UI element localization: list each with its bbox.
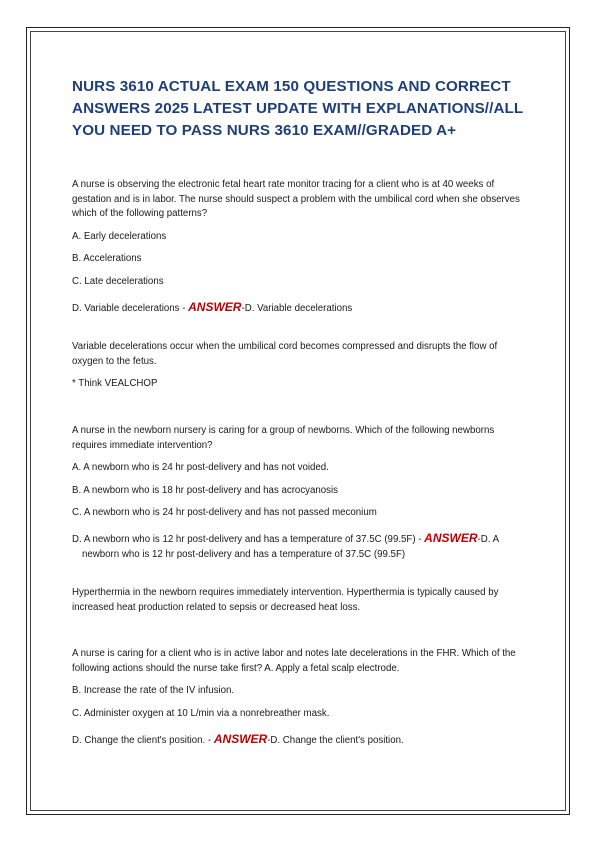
question-2 <box>72 424 528 615</box>
option-d-text: D. Change the client's position. - <box>72 734 214 746</box>
question-stem: A nurse is caring for a client who is in active labor and notes late decelerations in the FHR. Which of the following actions should the nurse take first? A. Apply a fetal scalp electrode. <box>72 648 516 674</box>
option-d-text: D. Variable decelerations - <box>72 302 189 314</box>
option-d <box>72 732 528 749</box>
option-d <box>72 531 528 562</box>
option-d-text: D. A newborn who is 12 hr post-delivery and has a temperature of 37.5C (99.5F) - <box>72 533 425 545</box>
answer-text: -D. Change the client's position. <box>267 734 404 746</box>
option-a: A. Early decelerations <box>72 230 167 242</box>
answer-label: ANSWER <box>424 530 478 545</box>
question-1 <box>72 178 528 392</box>
answer-text: -D. A newborn who is 12 hr post-delivery and has a temperature of 37.5C (99.5F) <box>82 533 499 560</box>
spacer <box>72 623 528 647</box>
document-body <box>72 76 528 772</box>
option-c: C. A newborn who is 24 hr post-delivery and has not passed meconium <box>72 507 377 519</box>
question-stem: A nurse in the newborn nursery is caring for a group of newborns. Which of the following newborns requires immediate intervention? <box>72 424 495 451</box>
option-c: C. Late decelerations <box>72 275 164 287</box>
question-stem: A nurse is observing the electronic fetal heart rate monitor tracing for a client who is at 40 weeks of gestation and is in labor. The nurse should suspect a problem with the umbilical cord when she observes which of the following patterns? <box>72 179 520 220</box>
option-b: B. A newborn who is 18 hr post-delivery and has acrocyanosis <box>72 484 339 496</box>
explanation-note: * Think VEALCHOP <box>72 378 158 390</box>
option-b: B. Increase the rate of the IV infusion. <box>72 685 235 697</box>
spacer <box>72 400 528 424</box>
option-b: B. Accelerations <box>72 253 142 265</box>
explanation: Variable decelerations occur when the umbilical cord becomes compressed and disrupts the flow of oxygen to the fetus. <box>72 341 498 367</box>
option-c: C. Administer oxygen at 10 L/min via a nonrebreather mask. <box>72 708 330 720</box>
answer-text: -D. Variable decelerations <box>241 302 353 314</box>
explanation: Hyperthermia in the newborn requires immediately intervention. Hyperthermia is typically caused by increased heat production related to sepsis or decreased heat loss. <box>72 587 499 613</box>
answer-label: ANSWER <box>213 731 268 746</box>
answer-label: ANSWER <box>188 299 242 314</box>
option-d <box>72 300 528 317</box>
option-a: A. A newborn who is 24 hr post-delivery and has not voided. <box>72 462 329 474</box>
document-title: NURS 3610 ACTUAL EXAM 150 QUESTIONS AND CORRECT ANSWERS 2025 LATEST UPDATE WITH EXPLANATIONS//ALL YOU NEED TO PASS NURS 3610 EXAM//GRADED A+ <box>72 78 523 139</box>
question-3 <box>72 647 528 748</box>
